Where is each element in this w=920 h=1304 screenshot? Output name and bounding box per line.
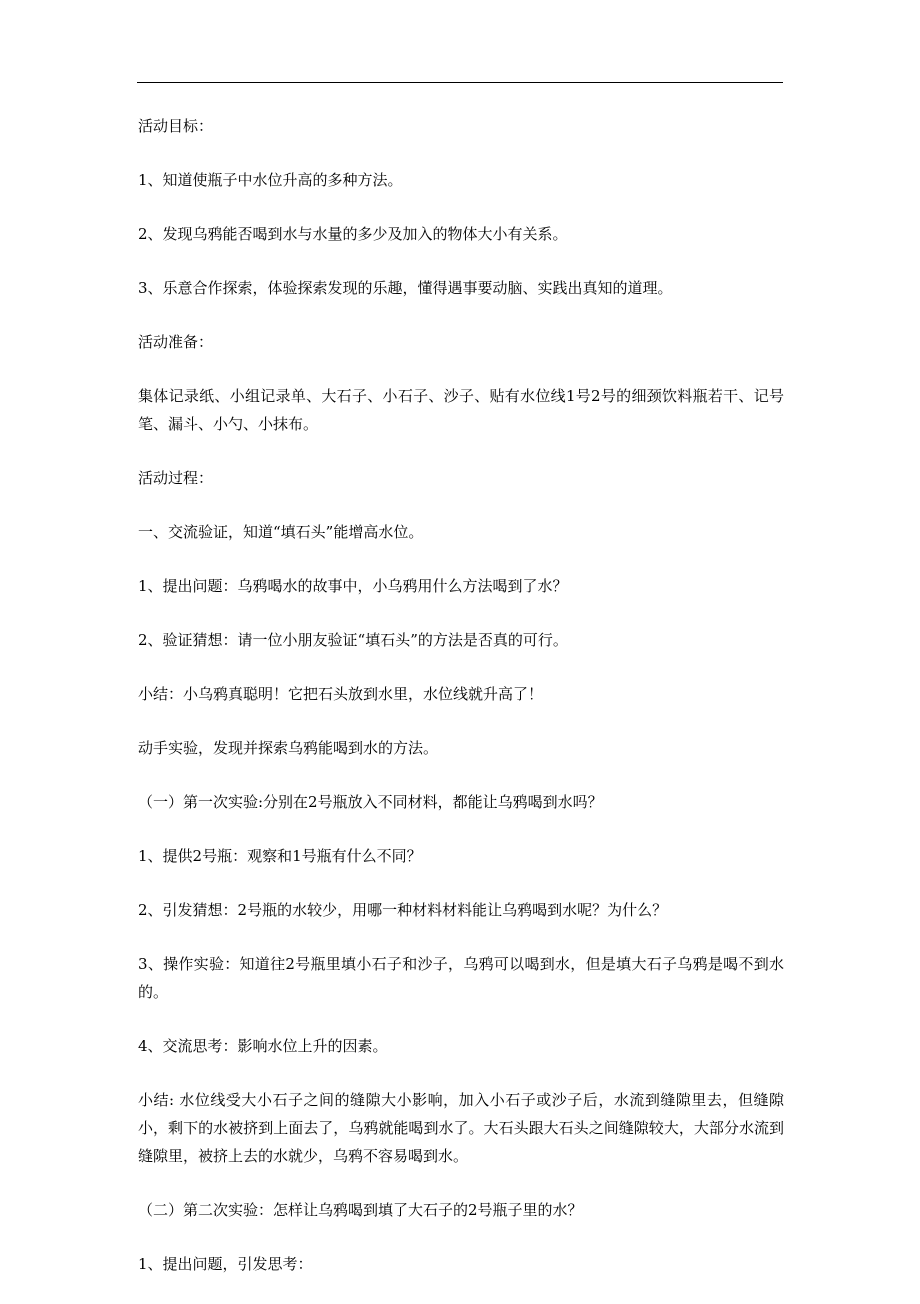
goal-item-2: 2、发现乌鸦能否喝到水与水量的多少及加入的物体大小有关系。 [138,225,568,243]
experiment-2-item-1: 1、提出问题，引发思考： [138,1255,313,1273]
goal-item-3: 3、乐意合作探索，体验探索发现的乐趣，懂得遇事要动脑、实践出真知的道理。 [138,279,673,297]
section-heading-preparation: 活动准备： [138,333,214,351]
experiment-2-heading: （二）第二次实验：怎样让乌鸦喝到填了大石子的2号瓶子里的水？ [138,1201,583,1219]
header-rule [137,82,783,83]
goal-item-1: 1、知道使瓶子中水位升高的多种方法。 [138,171,403,189]
experiment-1-heading: （一）第一次实验:分别在2号瓶放入不同材料，都能让乌鸦喝到水吗？ [138,793,603,811]
section-heading-goals: 活动目标： [138,117,214,135]
preparation-materials: 集体记录纸、小组记录单、大石子、小石子、沙子、贴有水位线1号2号的细颈饮料瓶若干、记号笔、漏斗、小勺、小抹布。 [138,387,784,433]
process-item-question: 1、提出问题：乌鸦喝水的故事中，小乌鸦用什么方法喝到了水？ [138,577,568,595]
document-body [138,112,784,1304]
experiment-1-item-3: 3、操作实验：知道往2号瓶里填小石子和沙子，乌鸦可以喝到水，但是填大石子乌鸦是喝不到水的。 [138,955,784,1001]
section-heading-process: 活动过程： [138,469,214,487]
process-step-1-heading: 一、交流验证，知道“填石头”能增高水位。 [138,523,424,541]
experiment-1-item-4: 4、交流思考：影响水位上升的因素。 [138,1037,388,1055]
summary-2: 小结: 水位线受大小石子之间的缝隙大小影响，加入小石子或沙子后，水流到缝隙里去，但缝隙小，剩下的水被挤到上面去了，乌鸦就能喝到水了。大石头跟大石头之间缝隙较大，大部分水流到缝隙里，被挤上去的水就少，乌鸦不容易喝到水。 [138,1091,784,1165]
process-step-2-heading: 动手实验，发现并探索乌鸦能喝到水的方法。 [138,739,439,757]
experiment-1-item-2: 2、引发猜想：2号瓶的水较少，用哪一种材料材料能让乌鸦喝到水呢？为什么？ [138,901,668,919]
summary-1: 小结：小乌鸦真聪明！它把石头放到水里，水位线就升高了！ [138,685,544,703]
process-item-verify: 2、验证猜想：请一位小朋友验证“填石头”的方法是否真的可行。 [138,631,568,649]
experiment-1-item-1: 1、提供2号瓶：观察和1号瓶有什么不同？ [138,847,422,865]
